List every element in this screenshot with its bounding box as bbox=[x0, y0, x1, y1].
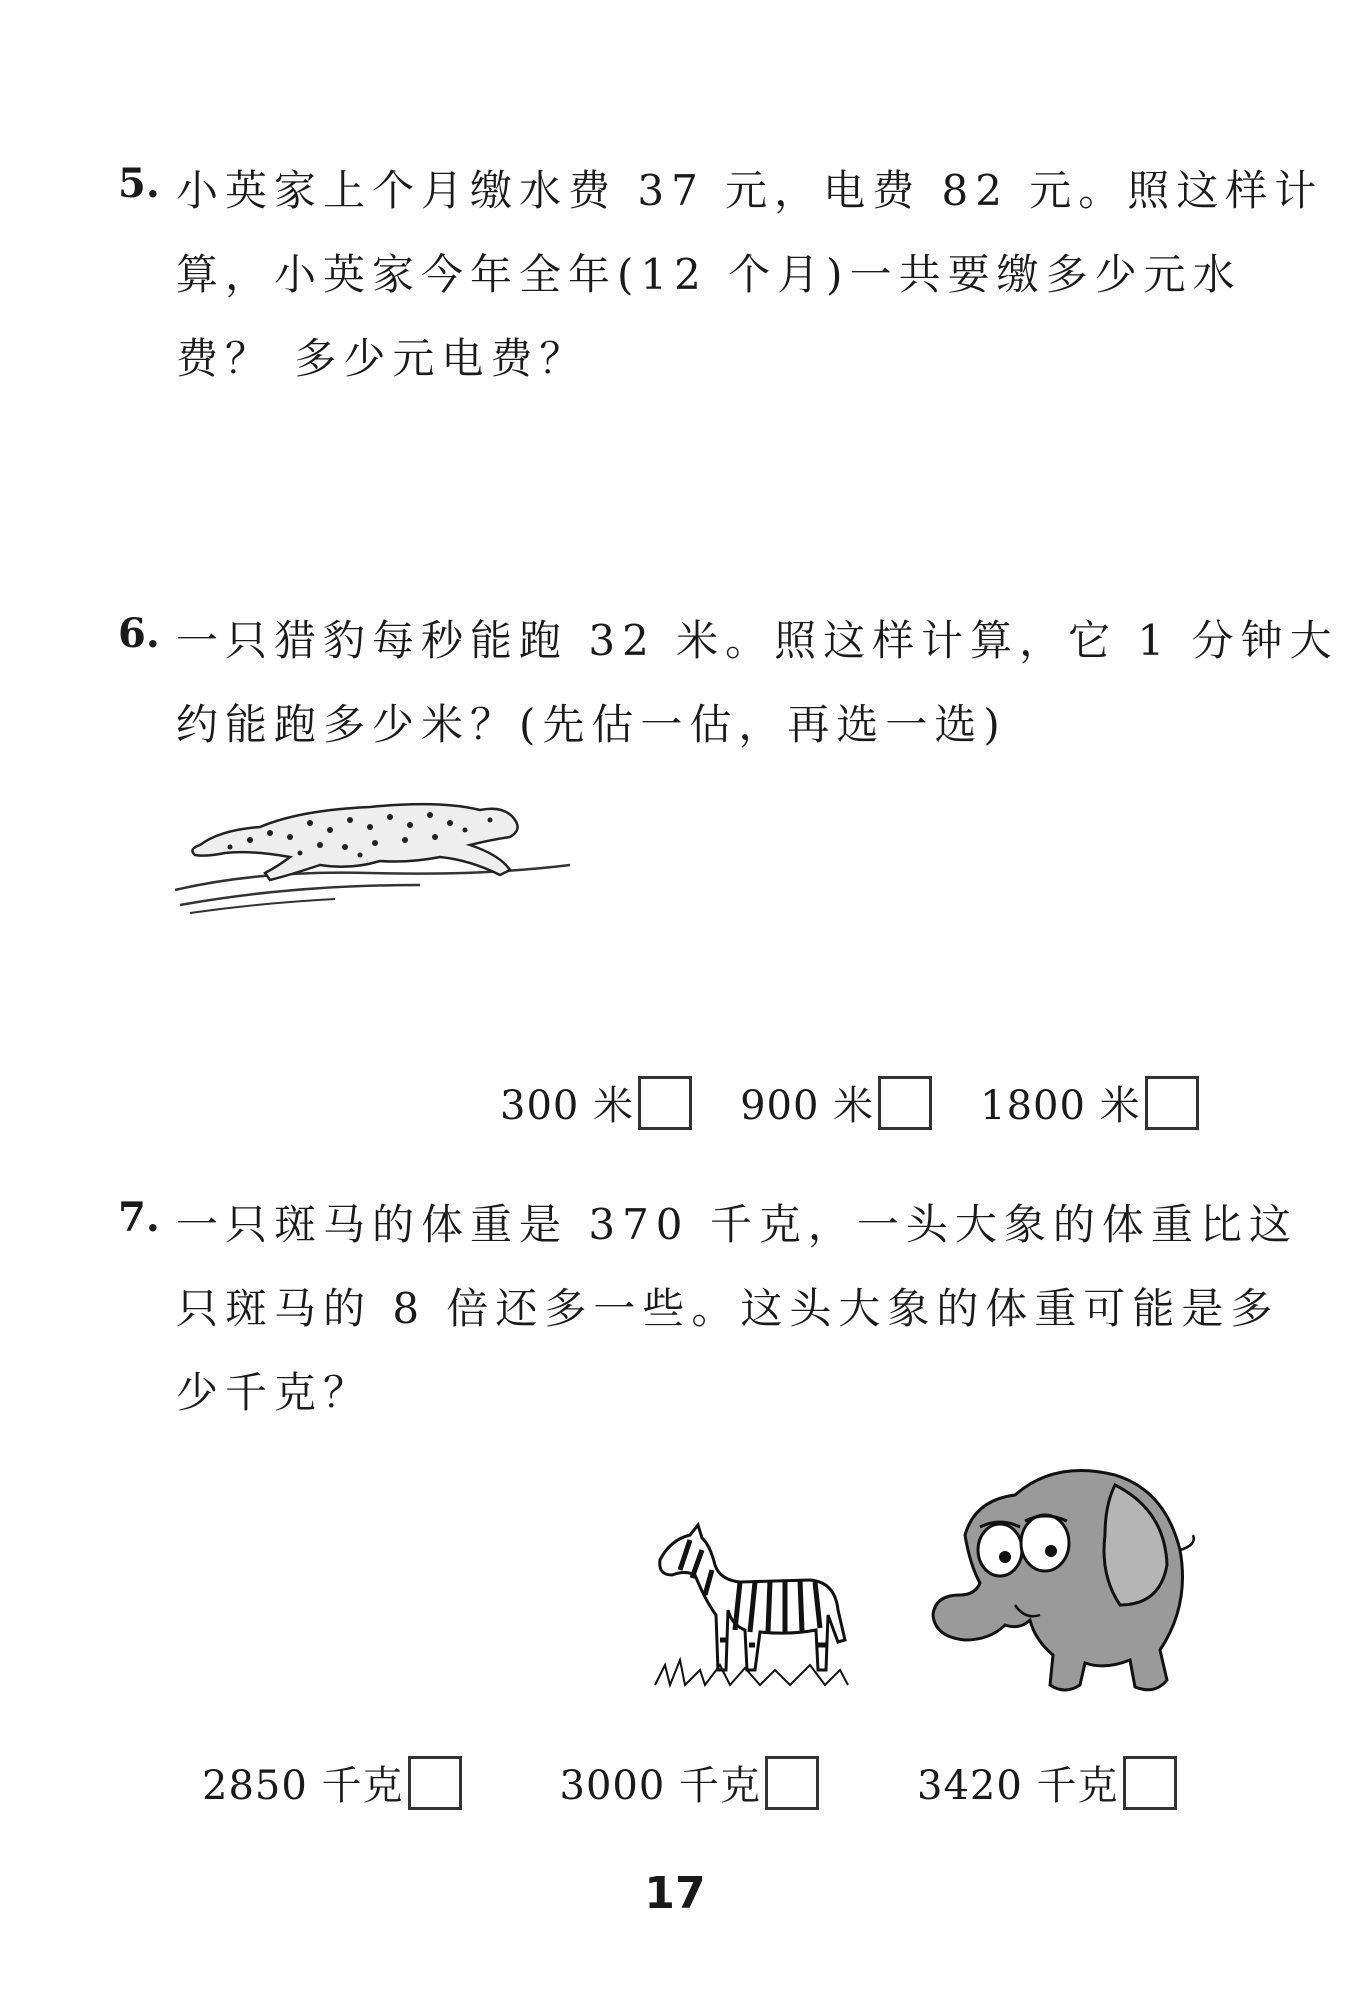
question-6-choices bbox=[500, 1074, 1199, 1131]
choice-label: 2850 千克 bbox=[202, 1763, 404, 1809]
choice-label: 300 米 bbox=[500, 1083, 635, 1129]
choice-3420kg[interactable] bbox=[917, 1754, 1177, 1811]
choice-2850kg[interactable] bbox=[202, 1754, 462, 1811]
choice-300m[interactable] bbox=[500, 1074, 692, 1131]
question-7-number: 7. bbox=[118, 1194, 160, 1241]
question-5-line-3: 费？ 多少元电费？ bbox=[176, 334, 589, 383]
zebra-icon bbox=[650, 1520, 850, 1690]
answer-checkbox[interactable] bbox=[765, 1756, 819, 1810]
question-6-line-2: 约能跑多少米？(先估一估，再选一选) bbox=[176, 700, 1007, 749]
question-5-number: 5. bbox=[118, 160, 160, 207]
choice-1800m[interactable] bbox=[980, 1074, 1199, 1131]
question-6-line-1: 一只猎豹每秒能跑 32 米。照这样计算，它 1 分钟大 bbox=[176, 616, 1339, 665]
answer-checkbox[interactable] bbox=[1145, 1076, 1199, 1130]
choice-900m[interactable] bbox=[740, 1074, 932, 1131]
choice-label: 1800 米 bbox=[980, 1083, 1141, 1129]
question-5-line-1: 小英家上个月缴水费 37 元，电费 82 元。照这样计 bbox=[176, 166, 1324, 215]
answer-checkbox[interactable] bbox=[878, 1076, 932, 1130]
answer-checkbox[interactable] bbox=[408, 1756, 462, 1810]
page-number: 17 bbox=[644, 1868, 706, 1919]
question-7-line-1: 一只斑马的体重是 370 千克，一头大象的体重比这 bbox=[176, 1200, 1298, 1249]
choice-label: 3000 千克 bbox=[559, 1763, 762, 1809]
question-5-line-2: 算，小英家今年全年(12 个月)一共要缴多少元水 bbox=[176, 250, 1242, 299]
cheetah-icon bbox=[170, 785, 580, 915]
elephant-icon bbox=[905, 1455, 1205, 1705]
question-6-number: 6. bbox=[118, 610, 160, 657]
question-7-line-2: 只斑马的 8 倍还多一些。这头大象的体重可能是多 bbox=[176, 1284, 1280, 1333]
question-7-line-3: 少千克？ bbox=[176, 1368, 373, 1417]
answer-checkbox[interactable] bbox=[1123, 1756, 1177, 1810]
choice-label: 900 米 bbox=[740, 1083, 875, 1129]
choice-label: 3420 千克 bbox=[917, 1763, 1119, 1809]
question-7-choices bbox=[202, 1754, 1177, 1811]
answer-checkbox[interactable] bbox=[638, 1076, 692, 1130]
choice-3000kg[interactable] bbox=[560, 1754, 820, 1811]
